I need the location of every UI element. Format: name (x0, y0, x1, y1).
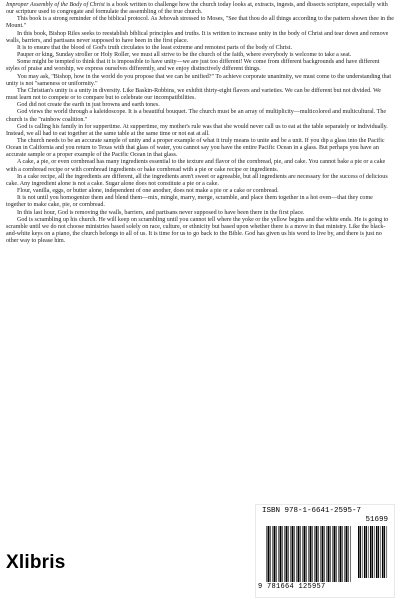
barcode-bar (375, 526, 376, 578)
barcode-bar (376, 526, 378, 578)
publisher-logo: Xlibris (6, 552, 66, 573)
barcode-bar (370, 526, 372, 578)
barcode-bar (342, 526, 343, 582)
description-paragraph-1: This book is a strong reminder of the biblical protocol. As Jehovah stressed to Moses, "See that thou do all things according to the pattern shown thee in the Mount." (6, 16, 394, 30)
barcode-bar (320, 526, 321, 582)
description-paragraph-12: A cake, a pie, or even cornbread has many ingredients essential to the texture and flavor of the cornbread, pie, and cake. You cannot bake a pie or a cake with a cornbread recipe or with cornbread ingredients or bake cornbread with a pie or cake recipe or ingredients. (6, 159, 386, 173)
description-paragraph-0 (6, 2, 394, 16)
barcode-bar (302, 526, 303, 582)
barcode-bar (306, 526, 307, 582)
description-paragraph-4: Pauper or king, Sunday stroller or Holy Roller, we must all strive to be the church of the faith, where everybody is welcome to take a seat. (17, 52, 352, 59)
barcode-bar (282, 526, 283, 582)
barcode-bar (363, 526, 364, 578)
barcode-bar (387, 526, 388, 578)
barcode-bar (384, 526, 385, 578)
barcode-bar (364, 526, 366, 578)
barcode-bar (288, 526, 289, 582)
barcode-bar (360, 526, 361, 578)
description-paragraph-3: It is to ensure that the blood of God's truth circulates to the least extreme and remotest parts of the body of Christ. (17, 44, 292, 51)
description-paragraph-5: Some might be tempted to think that it is impossible to have unity—we are just too different! We come from different backgrounds and have different styles of praise and worship, we express ourselves differently, and we enjoy distinctively different things. (6, 59, 380, 73)
barcode-bar (381, 526, 382, 578)
barcode-bar (294, 526, 295, 582)
barcode-bar (298, 526, 300, 582)
barcode-bar (308, 526, 309, 582)
barcode-bar (266, 526, 267, 582)
barcode-digits: 9 781664 125957 (258, 583, 326, 591)
barcode-bar (284, 526, 285, 582)
barcode-bar (316, 526, 318, 582)
price-code: 51699 (365, 516, 388, 524)
barcode-bar (350, 526, 351, 582)
barcode-bar (344, 526, 345, 582)
description-paragraph-10: God is calling his family in for suppertime. At suppertime, my mother's rule was that she would never call us to eat at the table separately or individually. Instead, we all had to eat together at the same table at the same time or not eat at all. (6, 123, 388, 137)
barcode-bar (369, 526, 370, 578)
barcode-bar (272, 526, 273, 582)
description-paragraph-7: The Christian's unity is a unity in diversity. Like Baskin-Robbins, we exhibit thirty-eight flavors and varieties. We can be different but not divided. We must learn not to compete or to compare but to celebrate our incompatibilities. (6, 87, 381, 102)
barcode-bar (312, 526, 313, 582)
isbn-barcode-box (255, 504, 395, 598)
barcode-bar (296, 526, 297, 582)
barcode-bar (346, 526, 348, 582)
barcode-bar (324, 526, 325, 582)
barcode-bar (274, 526, 276, 582)
barcode-bar (340, 526, 342, 582)
description-paragraph-6: You may ask, "Bishop, how in the world do you propose that we can be unified?" To achieve corporate unanimity, we must come to the understanding that unity is not "sameness or uniformity." (6, 73, 392, 87)
barcode-bar (330, 526, 331, 582)
barcode-bar (310, 526, 312, 582)
description-paragraph-13: In a cake recipe, all the ingredients are different, all the ingredients aren't sweet or agreeable, but all ingredients are necessary for the success of delicious cake. Any ingredient alone is not a cake. Sugar alone does not constitute a pie or a cake. (6, 173, 388, 187)
barcode-bar (334, 526, 336, 582)
description-paragraph-2: In this book, Bishop Riles seeks to reestablish biblical principles and truths. It is written to increase unity in the body of Christ and tear down and remove walls, barriers, and partisans never supposed to have been in the first place. (6, 30, 389, 44)
barcode-bar (286, 526, 288, 582)
barcode-bar (378, 526, 379, 578)
description-paragraph-15: It is not until you homogenize them and blend them—mix, mingle, marry, merge, scramble, and place them together in a hot oven—that they come together to make cake, pie, or cornbread. (6, 195, 373, 209)
barcode-bar (290, 526, 291, 582)
barcode-bar (358, 526, 360, 578)
isbn-label: ISBN 978-1-6641-2595-7 (262, 507, 362, 515)
barcode-addon-icon (358, 526, 388, 578)
barcode-bar (382, 526, 384, 578)
barcode-bar (322, 526, 324, 582)
barcode-bar (338, 526, 339, 582)
barcode-bar (276, 526, 277, 582)
description-paragraph-17: God is scrambling up his church. He will keep on scrambling until you cannot tell where the yoke or the yellow begins and the white ends. He is going to scramble until we do not choose ministries based solely on race, culture, or ethnicity but based upon whether there is a move in that ministry. Like the black-and-white keys on a piano, the church belongs to all of us. It is time for us to go back to the Bible. God has given us his word to live by, and there is just no other way to please him. (6, 216, 389, 245)
description-paragraph-11: The church needs to be an accurate sample of unity and a proper example of what it truly means to unite and be a unit. If you dip a glass into the Pacific Ocean in California and you return to Texas with that glass of water, you cannot say you have the entire Pacific Ocean in a glass. But perhaps you have an accurate sample or a proper example of the Pacific Ocean in that glass. (6, 137, 385, 159)
barcode-bar (336, 526, 337, 582)
description-paragraph-16: In this last hour, God is removing the walls, barriers, and partisans never supposed to have been there in the first place. (17, 209, 305, 216)
barcode-main-icon (266, 526, 352, 582)
barcode-bar (332, 526, 333, 582)
barcode-bar (280, 526, 282, 582)
barcode-bar (372, 526, 373, 578)
barcode-bar (268, 526, 270, 582)
barcode-bar (328, 526, 330, 582)
back-cover-description (6, 2, 394, 245)
paragraph-text: is a book written to challenge how the church today looks at, extracts, ingests, and dissects scripture, especially with our scripture used to congregate and formulate the assembling of the true church. (6, 2, 388, 16)
book-title-italic: Improper Assembly of the Body of Christ (6, 2, 105, 8)
barcode-bar (278, 526, 279, 582)
description-paragraph-9: God views the world through a kaleidoscope. It is a beautiful bouquet. The church must be an array of multiplicity—multicolored and multicultural. The church is the "rainbow coalition." (6, 109, 387, 123)
description-paragraph-8: God did not create the earth in just browns and earth tones. (17, 102, 160, 109)
barcode-bar (348, 526, 349, 582)
barcode-bar (366, 526, 367, 578)
barcode-bar (270, 526, 271, 582)
barcode-bar (326, 526, 327, 582)
barcode-bar (304, 526, 306, 582)
description-paragraph-14: Flour, vanilla, eggs, or butter alone, independent of one another, does not make a pie or a cake or cornbread. (17, 188, 279, 195)
barcode-bar (292, 526, 294, 582)
barcode-bar (314, 526, 315, 582)
barcode-bar (318, 526, 319, 582)
barcode-bar (300, 526, 301, 582)
